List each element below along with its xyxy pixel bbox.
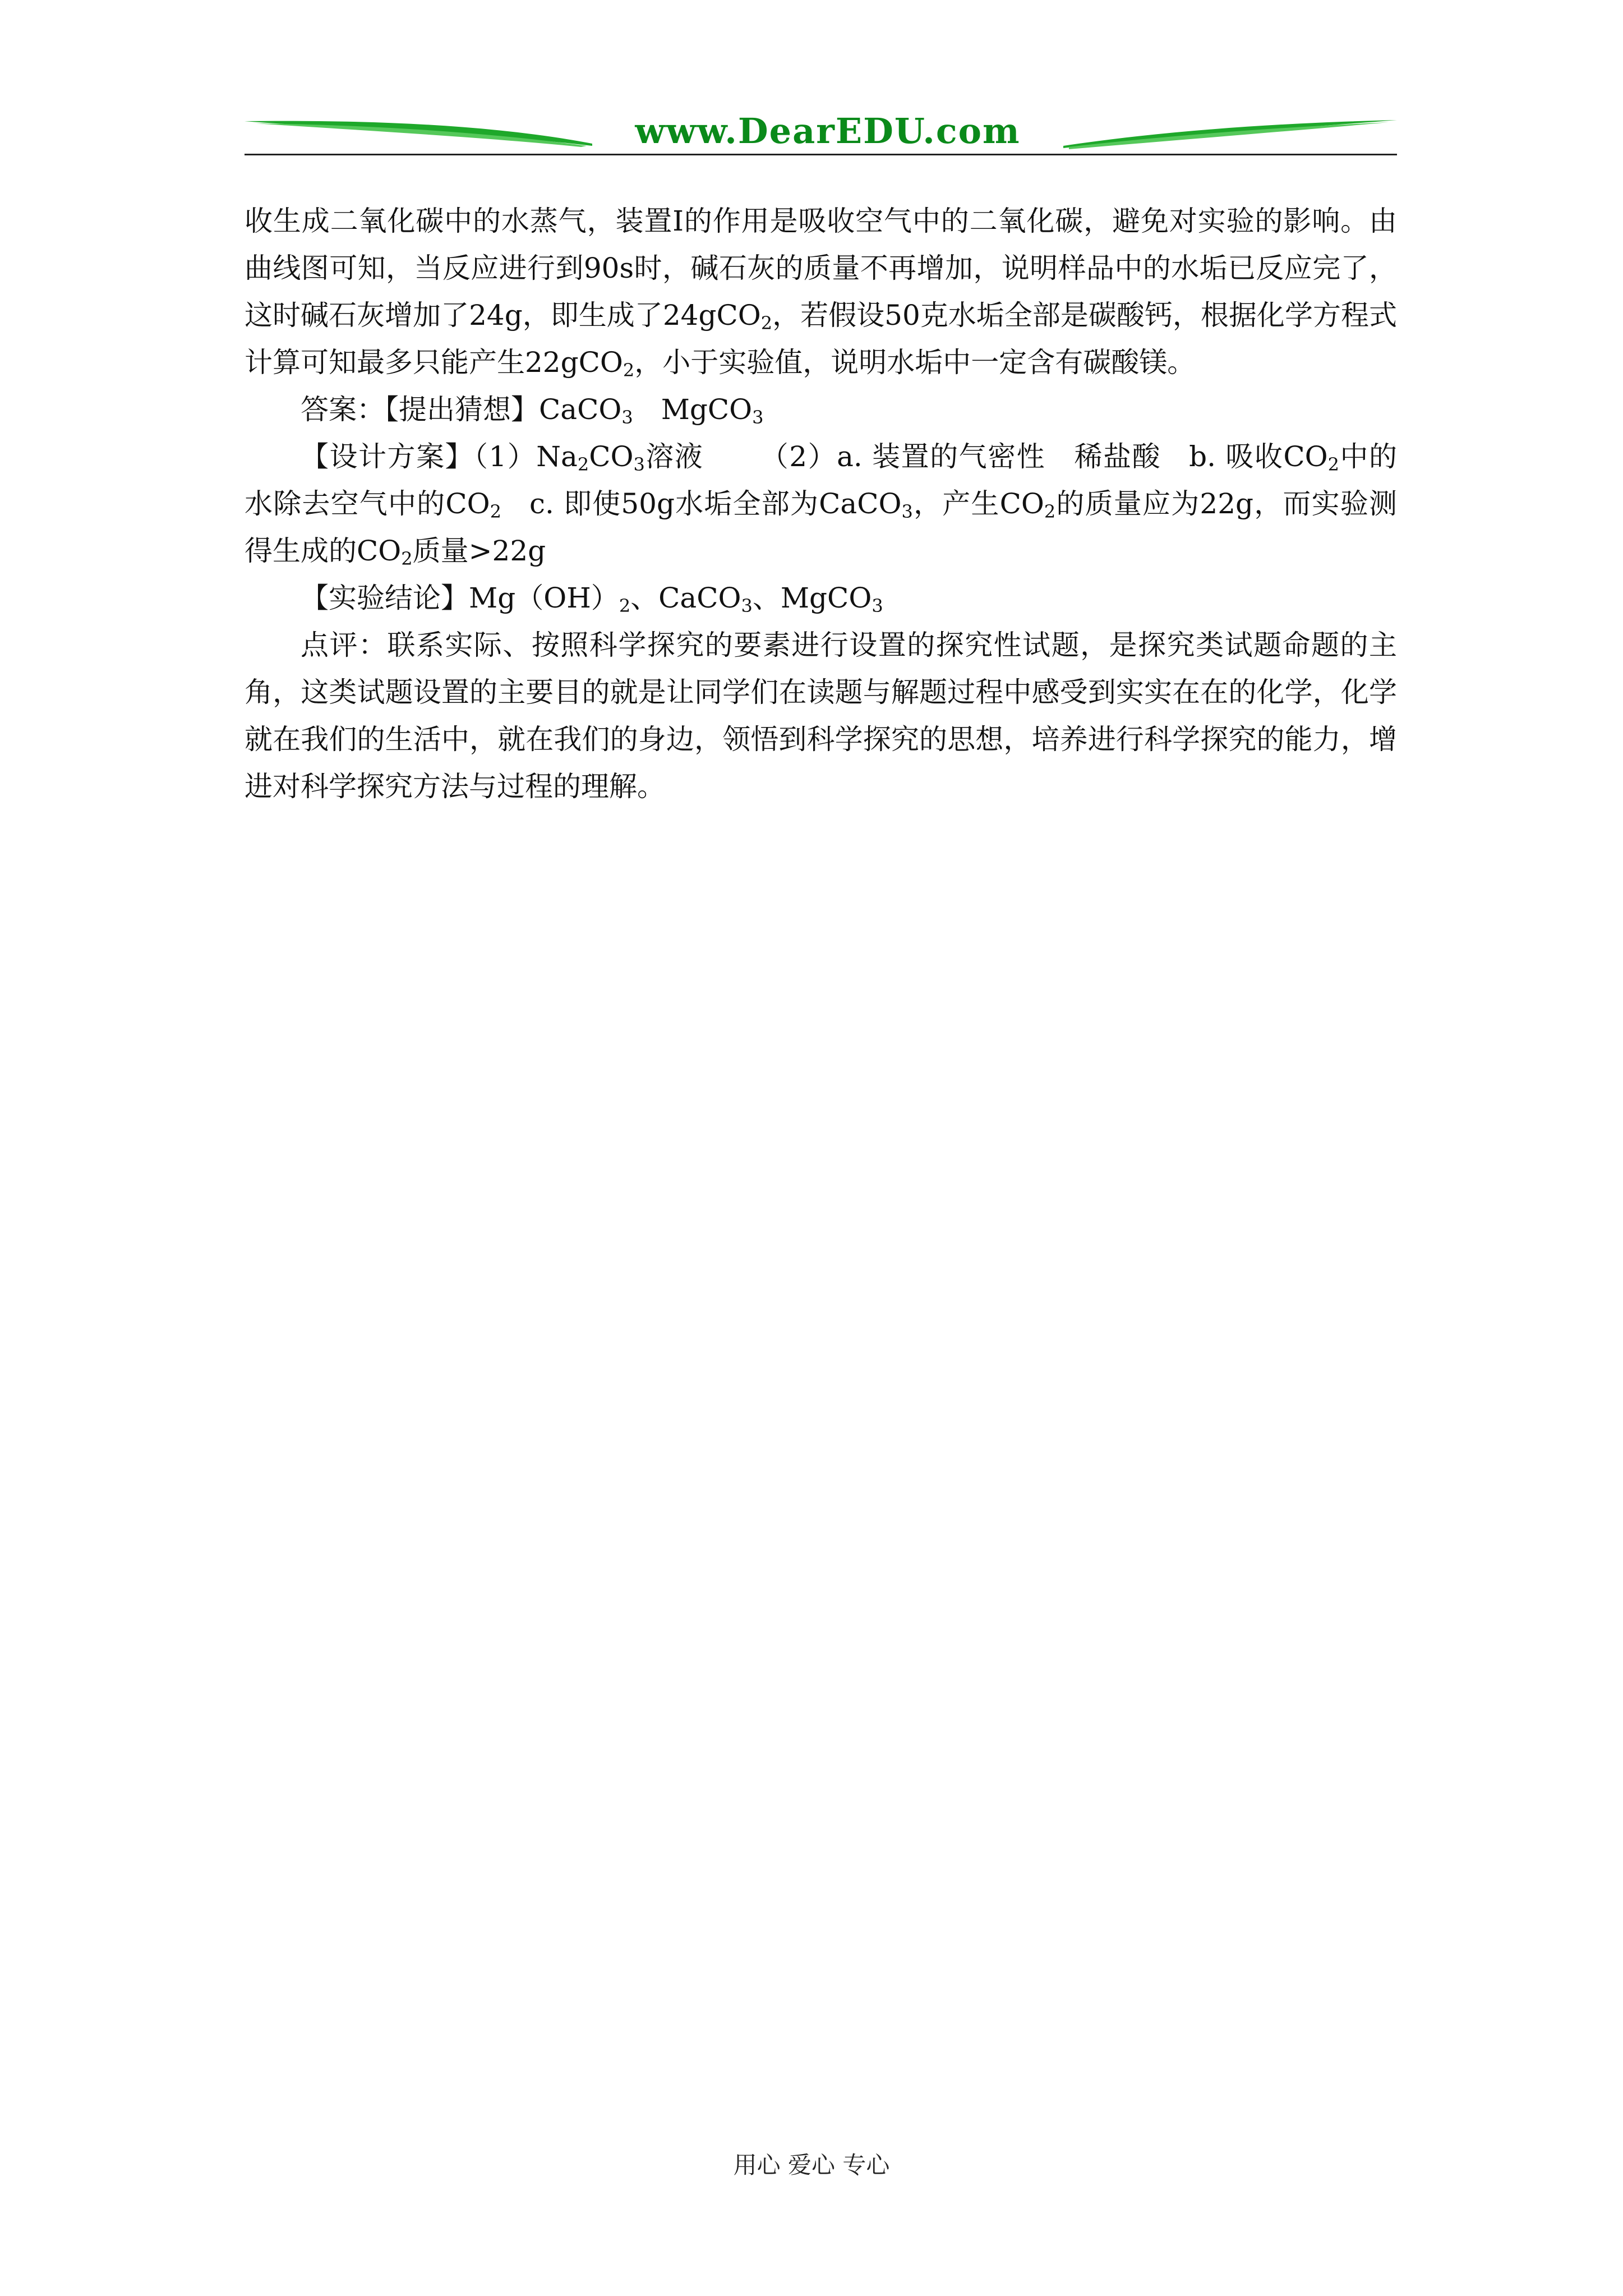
comment-paragraph: 点评：联系实际、按照科学探究的要素进行设置的探究性试题，是探究类试题命题的主角，这类试题设置的主要目的就是让同学们在读题与解题过程中感受到实实在在的化学，化学就在我们的生活中，就在我们的身边，领悟到科学探究的思想，培养进行科学探究的能力，增进对科学探究方法与过程的理解。 (245, 629, 1397, 803)
site-brand: www.DearEDU.com (635, 111, 1021, 151)
answer-design: 【设计方案】$(1)Na_2CO_3$溶液 （2）a. 装置的气密性 稀盐酸 b. 吸收$CO_2$中的水除去空气中的$CO_2$ c. 即使50g水垢全部为CaCO$_3$，产生$CO_2$的质量应为22g，而实验测得生成的$CO_2$质量>22g (245, 440, 1398, 569)
right-swoosh-shadow (1069, 122, 1389, 149)
answer-conclusion: 【实验结论】$Mg(OH)_2$、CaCO$_3$、MgCO$_3$ (301, 582, 883, 616)
page-footer: 用心 爱心 专心 (733, 2151, 890, 2179)
explanation-paragraph: 收生成二氧化碳中的水蒸气，装置I的作用是吸收空气中的二氧化碳，避免对实验的影响。由曲线图可知，当反应进行到90s时，碱石灰的质量不再增加，说明样品中的水垢已反应完了，这时碱石灰增加了24g，即生成了24gCO$_2$，若假设50克水垢全部是碳酸钙，根据化学方程式计算可知最多只能产生22gCO$_2$，小于实验值，说明水垢中一定含有碳酸镁。 (245, 205, 1397, 381)
header-divider (245, 154, 1397, 155)
answer-hypothesis: 答案：【提出猜想】CaCO$_3$ MgCO$_3$ (301, 393, 764, 428)
page-header (245, 110, 1397, 160)
document-body (245, 197, 1397, 810)
